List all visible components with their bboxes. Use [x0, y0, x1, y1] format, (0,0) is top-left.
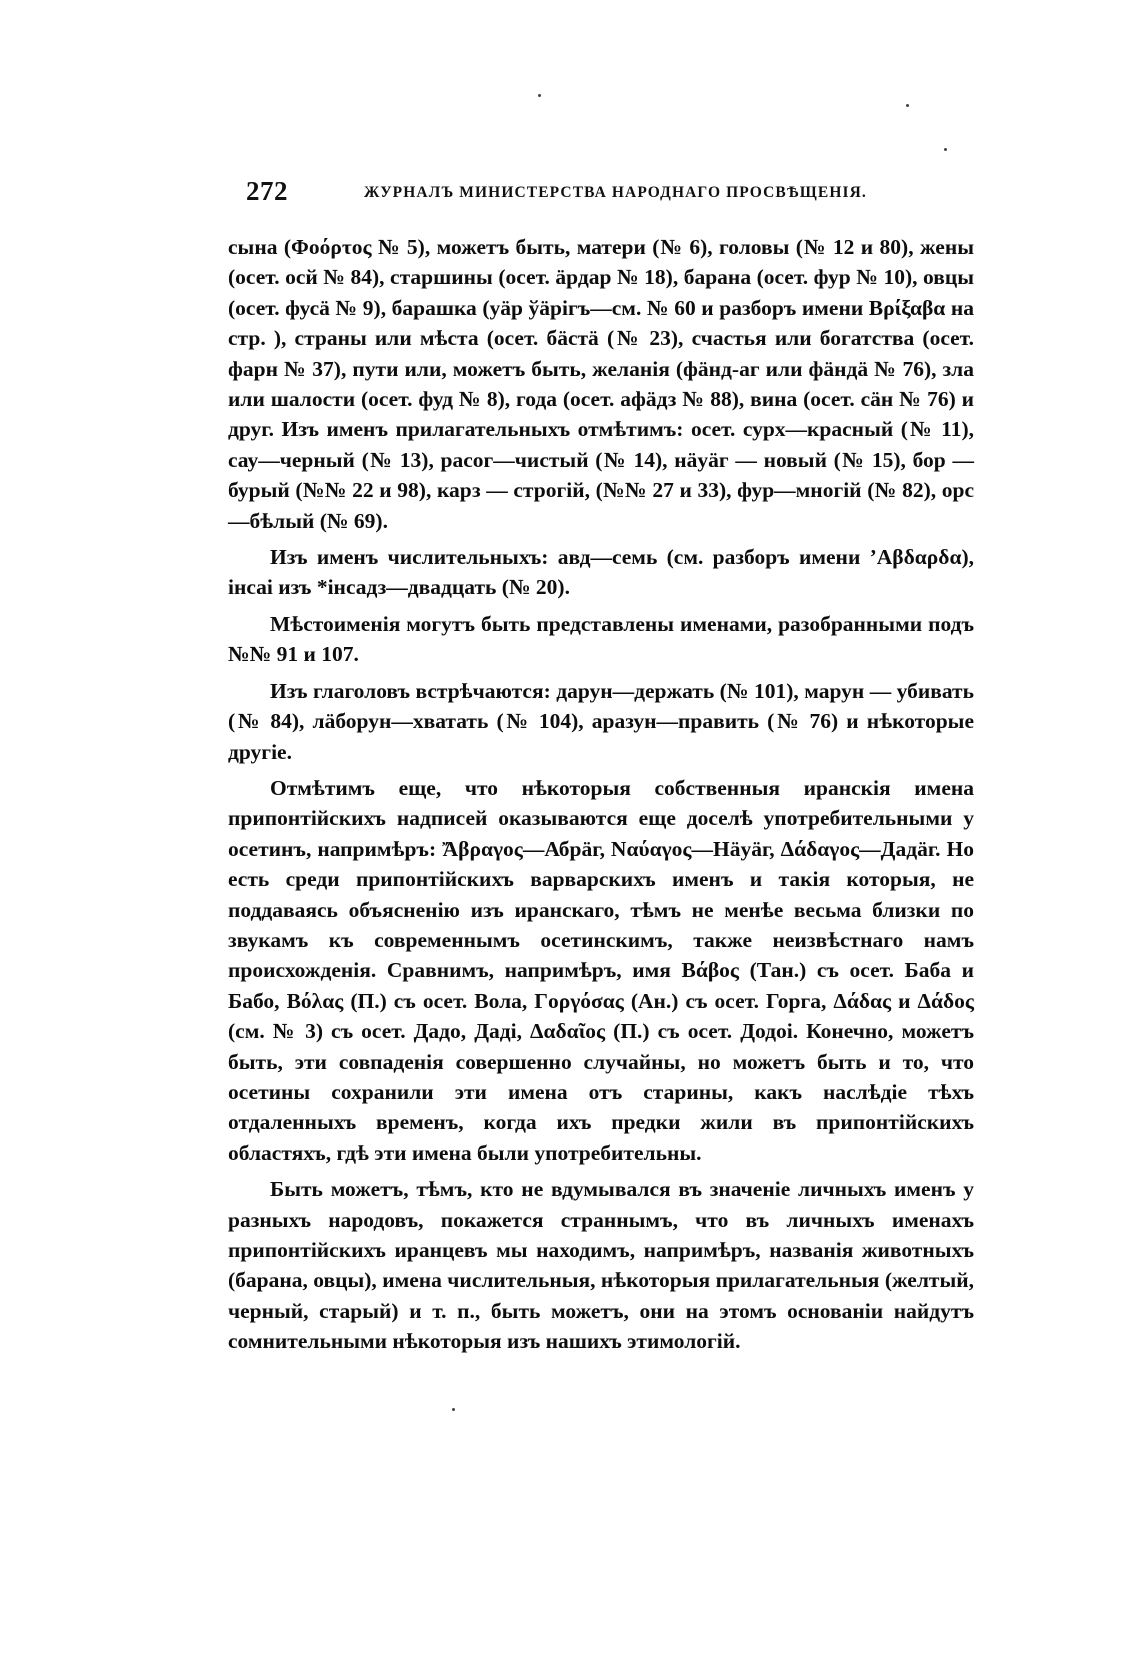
scan-speck	[452, 1408, 455, 1411]
page-number: 272	[246, 176, 288, 206]
paragraph-verbs: Изъ глаголовъ встрѣчаются: дарун—держать (№ 101), марун — убивать (№ 84), лӓборун—хватать (№ 104), аразун—править (№ 76) и нѣкоторые другіе.	[228, 678, 974, 764]
scan-speck	[906, 104, 909, 107]
scan-speck	[944, 148, 947, 151]
body-text	[228, 232, 974, 1363]
running-title: ЖУРНАЛЪ МИНИСТЕРСТВА НАРОДНАГО ПРОСВѢЩЕНІЯ.	[364, 184, 867, 201]
paragraph-pronouns: Мѣстоименія могутъ быть представлены именами, разобранными подъ №№ 91 и 107.	[228, 611, 974, 667]
paragraph-numerals: Изъ именъ числительныхъ: авд—семь (см. разборъ имени ’Αβδαρδα), інсаі изъ *інсадз—двадцать (№ 20).	[228, 545, 974, 600]
paragraph-ossetian-names: Отмѣтимъ еще, что нѣкоторыя собственныя иранскія имена припонтійскихъ надписей оказываются еще доселѣ употребительными у осетинъ, напримѣръ: Ἄβραγος—Абрӓг, Ναύαγος—Нӓуӓг, Δάδαγος—Дадӓг. Но есть среди припонтійскихъ варварскихъ именъ и такія которыя, не поддаваясь объясненію изъ иранскаго, тѣмъ не менѣе весьма близки по звукамъ къ современнымъ осетинскимъ, также неизвѣстнаго намъ происхожденія. Сравнимъ, напримѣръ, имя Βάβος (Тан.) съ осет. Баба и Бабо, Βόλας (П.) съ осет. Вола, Γοργόσας (Ан.) съ осет. Горга, Δάδας и Δάδος (см. № 3) съ осет. Дадо, Даді, Δαδαῖος (П.) съ осет. Додоі. Конечно, можетъ быть, эти совпаденія совершенно случайны, но можетъ быть и то, что осетины сохранили эти имена отъ старины, какъ наслѣдіе тѣхъ отдаленныхъ временъ, когда ихъ предки жили въ припонтійскихъ областяхъ, гдѣ эти имена были употребительны.	[228, 775, 974, 1165]
scan-speck	[538, 94, 541, 97]
paragraph-continuation: сына (Φοόρτος № 5), можетъ быть, матери (№ 6), головы (№ 12 и 80), жены (осет. осй № 84), старшины (осет. ӓрдар № 18), барана (осет. фур № 10), овцы (осет. фусӓ № 9), барашка (уӓр ўӓрігъ—см. № 60 и разборъ имени Βρίξαβα на стр. ), страны или мѣста (осет. бӓстӓ (№ 23), счастья или богатства (осет. фарн № 37), пути или, можетъ быть, желанія (фӓнд-аг или фӓндӓ № 76), зла или шалости (осет. фуд № 8), года (осет. афӓдз № 88), вина (осет. сӓн № 76) и друг. Изъ именъ прилагательныхъ отмѣтимъ: осет. сурх—красный (№ 11), сау—черный (№ 13), расог—чистый (№ 14), нӓуӓг — новый (№ 15), бор — бурый (№№ 22 и 98), карз — строгій, (№№ 27 и 33), фур—многій (№ 82), орс—бѣлый (№ 69).	[228, 235, 974, 533]
page-header	[246, 176, 976, 216]
paragraph-conclusion: Быть можетъ, тѣмъ, кто не вдумывался въ значеніе личныхъ именъ у разныхъ народовъ, покажется страннымъ, что въ личныхъ именахъ припонтійскихъ иранцевъ мы находимъ, напримѣръ, названія животныхъ (барана, овцы), имена числительныя, нѣкоторыя прилагательныя (желтый, черный, старый) и т. п., быть можетъ, они на этомъ основаніи найдутъ сомнительными нѣкоторыя изъ нашихъ этимологій.	[228, 1177, 974, 1354]
